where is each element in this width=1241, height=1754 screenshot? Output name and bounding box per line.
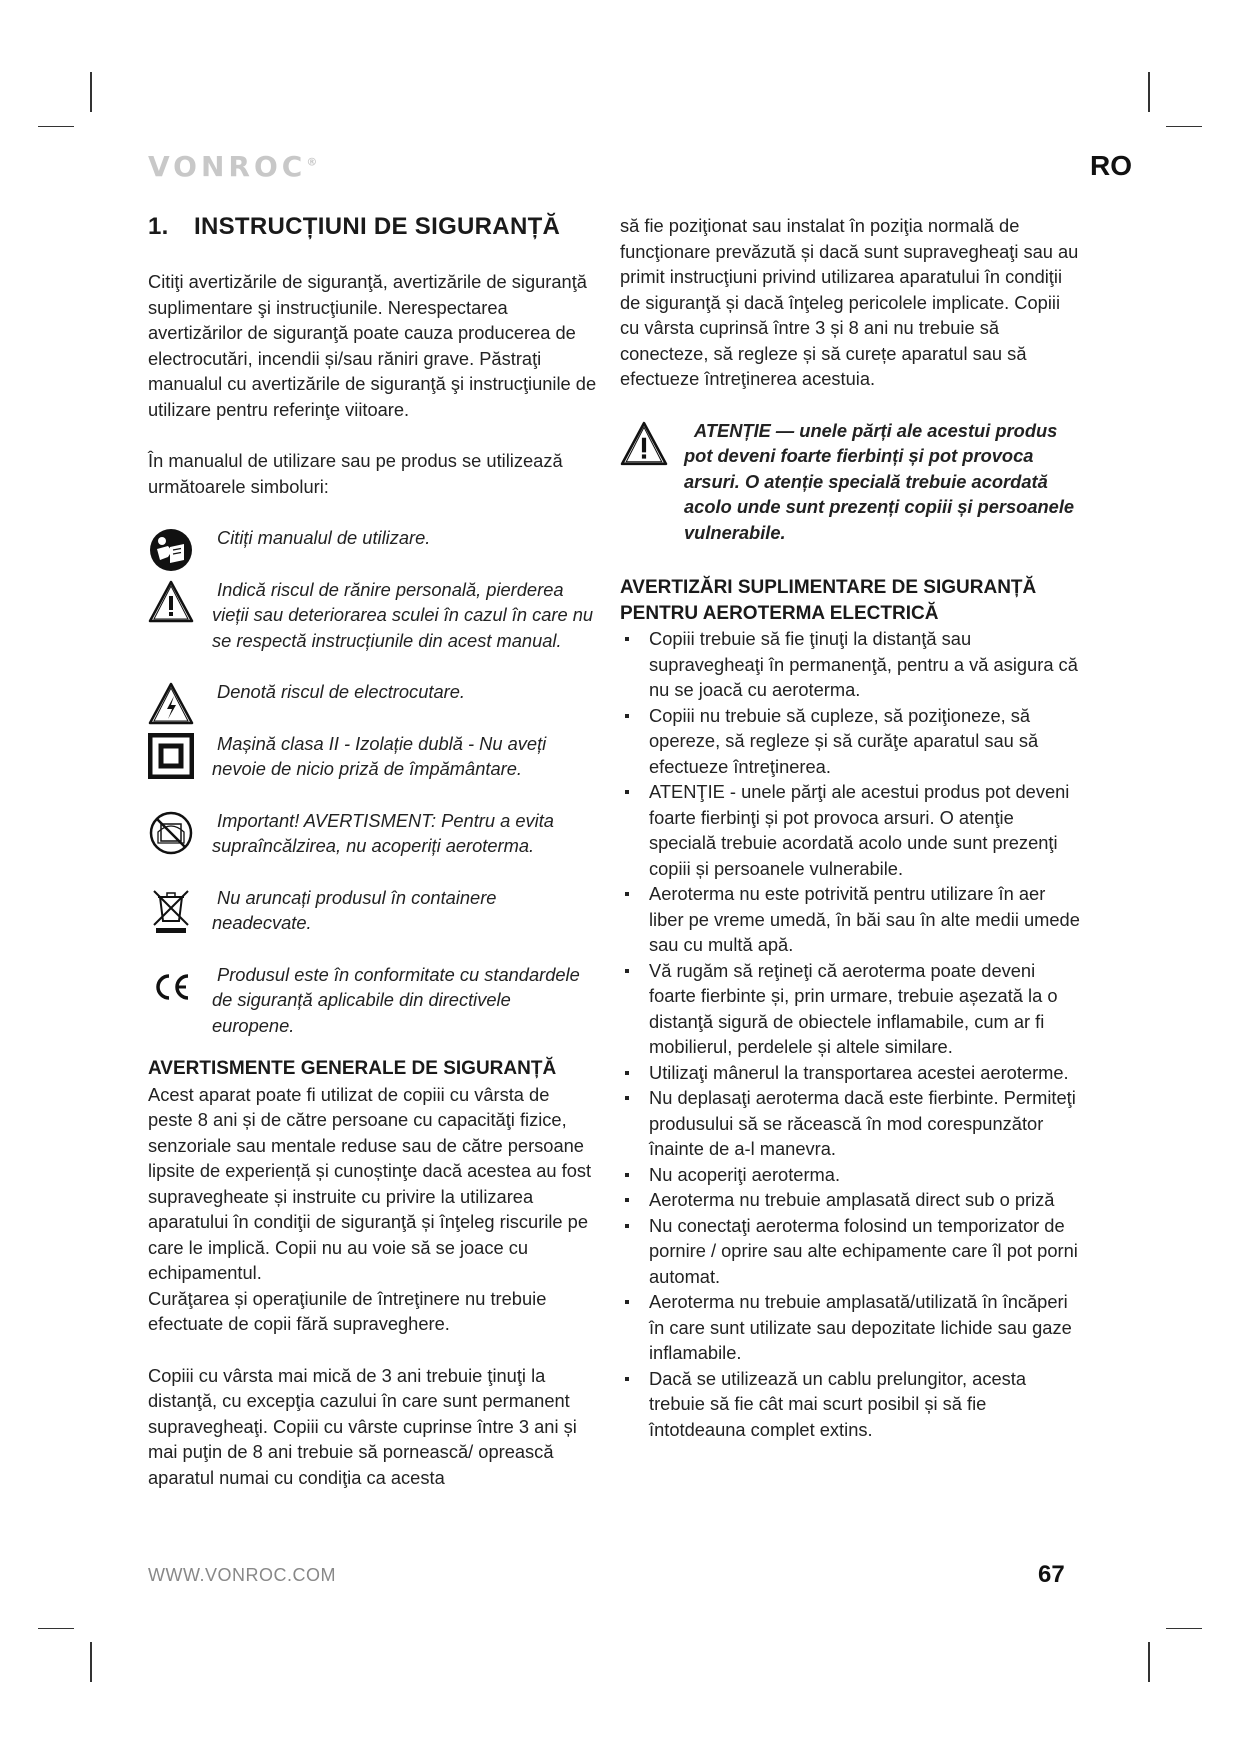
- section-heading: 1. INSTRUCȚIUNI DE SIGURANȚĂ: [148, 213, 561, 240]
- crop-mark: [1166, 126, 1202, 127]
- intro-paragraph: Citiţi avertizările de siguranţă, avertizările de siguranţă suplimentare şi instrucţiunile. Nerespectarea avertizărilor de siguranţă poate cauza producerea de electrocutări, incendii și/sau răniri grave. Păstraţi manualul cu avertizările de siguranţă şi instrucţiunile de utilizare pentru referinţe viitoare.: [148, 271, 597, 420]
- crop-mark: [38, 126, 74, 127]
- crop-mark: [1166, 1628, 1202, 1629]
- symbol-text: Nu aruncați produsul în containere neadecvate.: [212, 886, 497, 933]
- symbols-intro: În manualul de utilizare sau pe produs se utilizează următoarele simboluri:: [148, 450, 563, 497]
- symbol-row: [148, 885, 598, 936]
- crop-mark: [90, 72, 92, 112]
- symbol-row: [148, 808, 598, 859]
- crop-mark: [90, 1642, 92, 1682]
- list-item: Nu acoperiţi aeroterma.: [620, 1162, 1080, 1188]
- symbol-row: [148, 731, 598, 782]
- list-item: Nu deplasaţi aeroterma dacă este fierbinte. Permiteţi produsului să se răcească în mod corespunzător înainte de a-l manevra.: [620, 1085, 1080, 1162]
- symbol-row: [148, 525, 598, 551]
- list-item: Utilizaţi mânerul la transportarea acestei aeroterme.: [620, 1060, 1080, 1086]
- right-column: [620, 213, 1080, 1442]
- list-item: Nu conectaţi aeroterma folosind un temporizator de pornire / oprire sau alte echipamente care îl pot porni automat.: [620, 1213, 1080, 1290]
- warning-triangle-icon: [148, 579, 194, 625]
- symbol-text: Important! AVERTISMENT: Pentru a evita supraîncălzirea, nu acoperiți aeroterma.: [212, 809, 554, 856]
- crop-mark: [1148, 72, 1150, 112]
- list-item: Aeroterma nu trebuie amplasată/utilizată în încăperi în care sunt utilizate sau depozitate lichide sau gaze inflamabile.: [620, 1289, 1080, 1366]
- do-not-cover-icon: [148, 810, 194, 856]
- weee-bin-icon: [148, 887, 194, 933]
- general-paragraph: Curăţarea și operaţiunile de întreţinere nu trebuie efectuate de copii fără supraveghere.: [148, 1287, 547, 1334]
- crop-mark: [1148, 1642, 1150, 1682]
- symbol-row: [148, 962, 598, 1039]
- double-insulation-icon: [148, 733, 194, 779]
- symbol-row: [148, 679, 598, 705]
- brand-logo: VONROC®: [148, 150, 318, 183]
- list-item: Copiii nu trebuie să cupleze, să poziţioneze, să opereze, să regleze și să curăţe aparatul sau să efectueze întreţinerea.: [620, 703, 1080, 780]
- language-code: RO: [1090, 150, 1132, 181]
- left-column: [148, 213, 598, 1490]
- crop-mark: [38, 1628, 74, 1629]
- symbol-row: [148, 577, 598, 654]
- general-paragraph: Copiii cu vârsta mai mică de 3 ani trebuie ţinuţi la distanţă, cu excepţia cazului în care sunt permanent supravegheaţi. Copiii cu vârste cuprinse între 3 ani și mai puţin de 8 ani trebuie să pornească/ oprească aparatul numai cu condiţia ca acesta: [148, 1364, 577, 1488]
- symbol-text: Indică riscul de rănire personală, pierderea vieții sau deteriorarea sculei în cazul în care nu se respectă instrucțiunile din acest manual.: [212, 578, 594, 651]
- attention-block: [620, 418, 1080, 546]
- list-item: Aeroterma nu trebuie amplasată direct sub o priză: [620, 1187, 1080, 1213]
- read-manual-icon: [148, 527, 194, 573]
- symbol-text: Denotă riscul de electrocutare.: [217, 681, 465, 702]
- page-number: 67: [1038, 1561, 1065, 1588]
- continuation-paragraph: să fie poziţionat sau instalat în poziţia normală de funcţionare prevăzută și dacă sunt supravegheaţi sau au primit instrucţiuni privind utilizarea aparatului în condiţii de siguranţă și dacă înţeleg pericolele implicate. Copiii cu vârsta cuprinsă între 3 și 8 ani nu trebuie să conecteze, să regleze și să curețe aparatul sau să efectueze întreţinerea acestuia.: [620, 215, 1079, 389]
- attention-text: ATENȚIE — unele părți ale acestui produs pot deveni foarte fierbinți și pot provoca arsuri. O atenție specială trebuie acordată acolo unde sunt prezenți copiii și persoanele vulnerabile.: [684, 419, 1075, 543]
- symbol-text: Mașină clasa II - Izolație dublă - Nu aveți nevoie de nicio priză de împământare.: [212, 732, 547, 779]
- list-item: Vă rugăm să reţineţi că aeroterma poate deveni foarte fierbinte și, prin urmare, trebuie așezată la o distanţă sigură de obiectele inflamabile, cum ar fi mobilierul, perdelele și altele similare.: [620, 958, 1080, 1060]
- symbol-text: Citiți manualul de utilizare.: [217, 527, 431, 548]
- ce-mark-icon: [148, 964, 194, 1010]
- list-item: Aeroterma nu este potrivită pentru utilizare în aer liber pe vreme umedă, în băi sau în alte medii umede sau cu multă apă.: [620, 881, 1080, 958]
- list-item: ATENŢIE - unele părţi ale acestui produs pot deveni foarte fierbinţi și pot provoca arsuri. O atenţie specială trebuie acordată acolo unde sunt prezenţi copiii și persoanele vulnerabile.: [620, 779, 1080, 881]
- list-item: Dacă se utilizează un cablu prelungitor, acesta trebuie să fie cât mai scurt posibil și să fie întotdeauna complet extins.: [620, 1366, 1080, 1443]
- electric-shock-icon: [148, 681, 194, 727]
- footer-url: WWW.VONROC.COM: [148, 1565, 336, 1585]
- warnings-list: [620, 626, 1080, 1442]
- warning-triangle-icon: [620, 420, 668, 468]
- additional-warnings-heading: AVERTIZĂRI SUPLIMENTARE DE SIGURANȚĂ PENTRU AEROTERMA ELECTRICĂ: [620, 577, 1037, 624]
- symbol-text: Produsul este în conformitate cu standardele de siguranță aplicabile din directivele europene.: [212, 963, 580, 1036]
- general-paragraph: Acest aparat poate fi utilizat de copiii cu vârsta de peste 8 ani și de către persoane cu capacităţi fizice, senzoriale sau mentale reduse sau de către persoane lipsite de experiență și cunoștinţe dacă acestea au fost supravegheate și instruite cu privire la utilizarea aparatului în condiţii de siguranţă și înţeleg riscurile pe care le implică. Copii nu au voie să se joace cu echipamentul.: [148, 1083, 592, 1283]
- general-warnings-heading: AVERTISMENTE GENERALE DE SIGURANȚĂ: [148, 1058, 557, 1079]
- list-item: Copiii trebuie să fie ţinuţi la distanţă sau supravegheaţi în permanenţă, pentru a vă asigura că nu se joacă cu aeroterma.: [620, 626, 1080, 703]
